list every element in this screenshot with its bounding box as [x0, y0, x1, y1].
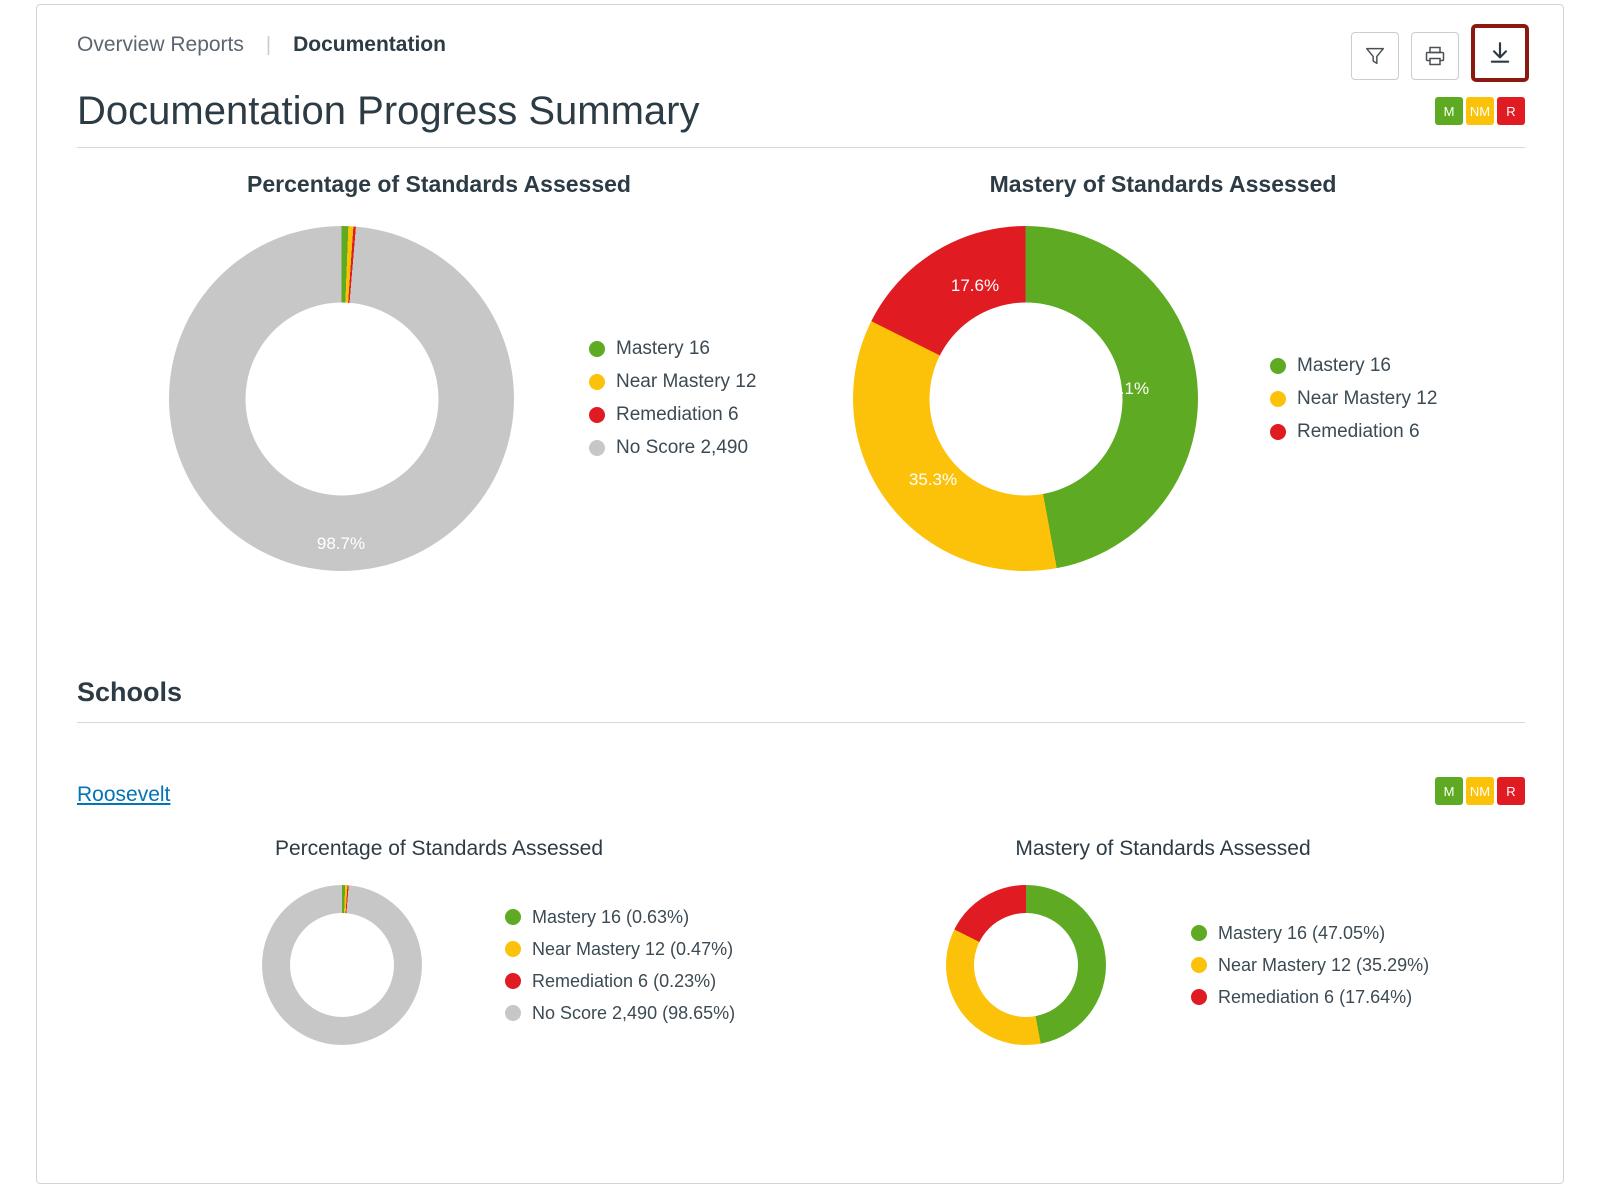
donut-chart: [946, 885, 1106, 1045]
donut-chart: [169, 226, 514, 571]
legend-label: Remediation 6 (0.23%): [532, 970, 717, 991]
summary-charts: [77, 171, 1525, 571]
donut-ring: [169, 226, 514, 571]
breadcrumb-overview-reports[interactable]: Overview Reports: [77, 33, 244, 56]
legend-label: Mastery 16: [1297, 354, 1391, 376]
legend-dot-remediation: [589, 407, 605, 423]
slice-label-near-mastery: 35.3%: [908, 470, 958, 489]
legend-label: Mastery 16 (47.05%): [1218, 922, 1386, 943]
chip-mastery: M: [1435, 97, 1463, 125]
legend-dot-mastery: [1191, 925, 1207, 941]
legend-item: [505, 939, 735, 960]
donut-hole: [974, 913, 1078, 1017]
legend-label: Near Mastery 12 (0.47%): [532, 938, 734, 959]
legend-label: No Score 2,490: [616, 437, 749, 458]
legend-label: Mastery 16: [616, 338, 710, 359]
report-frame: [36, 4, 1564, 1184]
mastery-chips-top: [1435, 97, 1525, 125]
donut-hole: [245, 302, 438, 495]
chart-title: Percentage of Standards Assessed: [247, 171, 631, 197]
legend-item: [505, 971, 735, 992]
chart-legend: [589, 338, 756, 459]
legend-dot-near-mastery: [505, 941, 521, 957]
legend-item: [505, 907, 735, 928]
legend-dot-no-score: [589, 440, 605, 456]
legend-label: Mastery 16 (0.63%): [532, 906, 690, 927]
chip-remediation: R: [1497, 777, 1525, 805]
download-button[interactable]: [1471, 24, 1529, 82]
slice-label-remediation: 17.6%: [950, 276, 1000, 295]
legend-dot-remediation: [1191, 989, 1207, 1005]
legend-item: [1270, 355, 1437, 377]
legend-item: [589, 338, 756, 360]
chart-roosevelt-percentage: [77, 837, 801, 1045]
legend-label: Remediation 6 (17.64%): [1218, 986, 1413, 1007]
donut-chart: [262, 885, 422, 1045]
legend-label: Near Mastery 12: [1297, 387, 1438, 409]
chart-summary-percentage: [77, 171, 801, 571]
filter-icon: [1364, 45, 1386, 67]
legend-label: Remediation 6: [1297, 420, 1420, 442]
chart-title: Percentage of Standards Assessed: [274, 837, 604, 860]
breadcrumb: [77, 33, 446, 57]
toolbar-actions: [1351, 29, 1529, 82]
legend-item: [589, 371, 756, 393]
slice-label-mastery: 47.1%: [1100, 379, 1150, 398]
legend-item: [589, 404, 756, 426]
donut-hole: [290, 913, 394, 1017]
school-charts: [77, 837, 1525, 1045]
chart-roosevelt-mastery: [801, 837, 1525, 1045]
print-icon: [1423, 44, 1447, 68]
chart-summary-mastery: [801, 171, 1525, 571]
donut-ring: [946, 885, 1106, 1045]
filter-button[interactable]: [1351, 32, 1399, 80]
legend-item: [1270, 388, 1437, 410]
mastery-chips-school: [1435, 777, 1525, 805]
chip-near-mastery: NM: [1466, 97, 1494, 125]
donut-ring: [262, 885, 422, 1045]
schools-title: Schools: [77, 677, 183, 707]
top-bar: [37, 5, 1563, 97]
school-link-roosevelt[interactable]: Roosevelt: [77, 783, 171, 806]
legend-label: Near Mastery 12: [616, 371, 757, 392]
chart-legend: [1270, 355, 1437, 443]
legend-dot-near-mastery: [589, 374, 605, 390]
chip-mastery: M: [1435, 777, 1463, 805]
breadcrumb-separator: |: [265, 33, 272, 56]
chip-remediation: R: [1497, 97, 1525, 125]
page-title-row: [77, 89, 1525, 148]
school-row-roosevelt: [77, 777, 1525, 813]
chart-title: Mastery of Standards Assessed: [989, 171, 1337, 197]
schools-header: [77, 677, 1525, 723]
legend-item: [1191, 987, 1429, 1008]
legend-item: [589, 437, 756, 459]
legend-label: No Score 2,490 (98.65%): [532, 1002, 736, 1023]
donut-hole: [929, 302, 1122, 495]
legend-label: Remediation 6: [616, 404, 739, 425]
legend-dot-mastery: [1270, 358, 1286, 374]
chart-legend: [1191, 923, 1429, 1008]
legend-dot-no-score: [505, 1005, 521, 1021]
legend-item: [1191, 955, 1429, 976]
legend-item: [1191, 923, 1429, 944]
legend-item: [1270, 421, 1437, 443]
print-button[interactable]: [1411, 32, 1459, 80]
page-title: Documentation Progress Summary: [77, 89, 700, 133]
legend-dot-mastery: [589, 341, 605, 357]
download-icon: [1487, 40, 1513, 66]
chart-legend: [505, 907, 735, 1024]
donut-chart: [853, 226, 1198, 571]
chart-title: Mastery of Standards Assessed: [1015, 837, 1311, 860]
slice-label-no-score: 98.7%: [316, 534, 366, 553]
chip-near-mastery: NM: [1466, 777, 1494, 805]
legend-dot-near-mastery: [1191, 957, 1207, 973]
legend-dot-remediation: [1270, 424, 1286, 440]
legend-dot-mastery: [505, 909, 521, 925]
breadcrumb-documentation: Documentation: [293, 33, 446, 56]
legend-dot-near-mastery: [1270, 391, 1286, 407]
legend-label: Near Mastery 12 (35.29%): [1218, 954, 1430, 975]
legend-dot-remediation: [505, 973, 521, 989]
legend-item: [505, 1003, 735, 1024]
